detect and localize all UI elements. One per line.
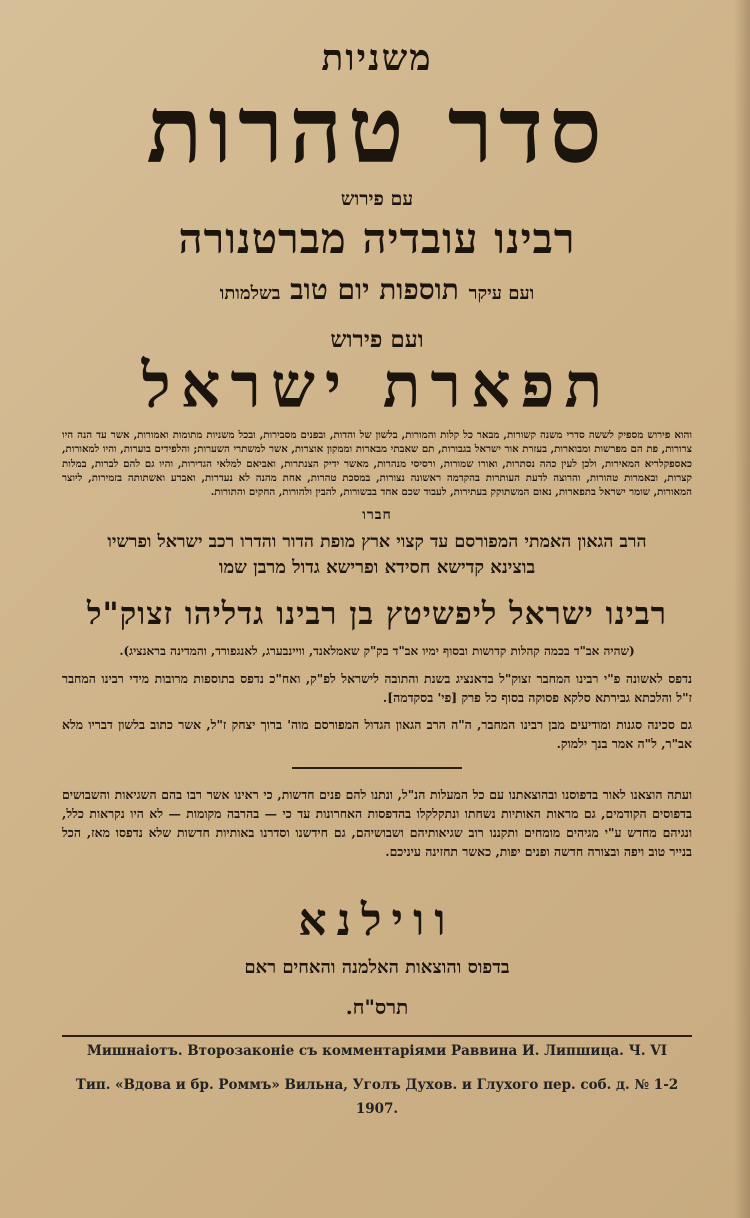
tosafot-prefix: ועם עיקר	[468, 283, 535, 304]
author-praise-line-2: בוצינא קדישא חסידא ופרישא גדול מרבן שמו	[218, 557, 536, 579]
city-vilna: ווילנא	[298, 895, 456, 947]
subtitle-veim-perush: ועם פירוש	[330, 326, 424, 353]
russian-printer-line: Тип. «Вдова и бр. Роммъ» Вильна, Уголъ Духов. и Глухого пер. соб. д. № 1-2	[75, 1077, 679, 1094]
footer-rule	[62, 1035, 692, 1037]
publisher-announcement: ועתה הוצאנו לאור בדפוסנו ובהוצאתנו עם כל המעלות הנ"ל, ונתנו להם פנים חדשות, כי ראינו אשר רבו בהם השגיאות והשבושים בדפוסים הקודמים, גם מראות האותיות נשחתו ונתקלקלו בהדפסות האחרונות עד כי — בהרבה מקומות — לא היו נקראות כלל, ונגיהם מחדש ע"י מגיהים מומחים ותקננו רוב שגיאותיהם ושבושיהם, גם חידשנו וסדרנו באותיות חדשות שלא נדפסו מאז, הכל בנייר טוב ויפה ובצורה חדשה ופנים יפות, כאשר תחזינה עיניכם.	[62, 787, 692, 860]
description-paragraph: והוא פירוש מספיק לששה סדרי משנה קשורות, מבאר כל קלות והמורות, בלשון של והדות, ובפנים מסבירות, ובכל משניות מתומות ואמורות, אשר עד הנה היו צרורות, פת הם מפרשות ומבוארות, בעזרת אור ישראל בגבורות, תם שאבתי מבארות וממקון אוצרות, אשר למשתרי השערות; והלפידים בוערות, והיו למאורות, כאספקלריא המאירות, ולכן לעין כהה נסתרות, ואורו שמורות, ורסיסי מנהרות, מאשר ידיק הצנתרות, ואביאם למלאי הגדירות, והיו גם להם לברות, במלות קצרות, ובאמרות טהורות, והרוצה לדעת העותרות בהקדמה ראשונה נצורות, במסכת טהרות, אחת מהנה לא נעדרות, ואברע ואשתותה בזמירות, ליוצר המאורות, שומר ישראל בתפארות, נאום המשתוקק בעתירות, לעבוד שכם אחד בבשורות, להבין ולהורות, החקים והתורות.	[62, 429, 692, 499]
russian-title-line: Мишнаіотъ. Второзаконіе съ комментаріями Раввина И. Липшица. Ч. VI	[86, 1043, 668, 1060]
printer-line: בדפוס והוצאות האלמנה והאחים ראם	[244, 957, 510, 979]
publication-year: תרס"ח.	[345, 995, 409, 1020]
commentary-tosafot	[62, 270, 692, 314]
russian-year: 1907.	[355, 1101, 399, 1118]
author-positions: (שהיה אב"ד בכמה קהלות קדושות ובסוף ימיו אב"ד בק"ק שאמלאנד, וויינבערג, לאנגפורד, והמדינה בראנציג).	[119, 644, 635, 659]
print-history-note: נדפס לאשונה פ"י רבינו המחבר זצוק"ל בדאנציג בשנת והתובה לישראל לפ"ק, ואח"כ נדפס בתוספות מרובות מידי רבינו המחבר ז"ל והלכתא גבירתא סלקא פסוקה בסוף כל פרק [פי' בסקדמה].	[62, 671, 692, 706]
additions-note: גם סכינה סגנות ומודיעים מבן רבינו המחבר, ה"ה הרב הגאון הגדול המפורסם מוה' ברוך יצחק ז"ל, אשר כתוב בלשון דבריו מלא אב"ר, ל"ה אמר בנך ילמוק.	[62, 717, 692, 752]
author-praise-line-1: הרב הגאון האמתי המפורסם עד קצוי ארץ מופת הדור והדרו רכב ישראל ופרשיו	[107, 532, 647, 553]
chibro-label: חברו	[362, 507, 392, 524]
author-name: רבינו ישראל ליפשיטץ בן רבינו גדליהו זצוק"ל	[87, 596, 667, 633]
page-edge-shadow	[734, 0, 750, 1218]
commentary-tiferet-yisrael: תפארת ישראל	[141, 349, 613, 422]
subtitle-im-perush: עם פירוש	[340, 188, 414, 210]
commentary-bartenura: רבינו עובדיה מברטנורה	[178, 214, 576, 263]
tosafot-title: תוספות יום טוב	[290, 273, 459, 306]
title-mishnayot: משניות	[321, 37, 433, 79]
section-divider	[292, 767, 462, 769]
tosafot-suffix: בשלמותו	[219, 283, 281, 304]
title-seder-taharot: סדר טהרות	[146, 76, 608, 184]
